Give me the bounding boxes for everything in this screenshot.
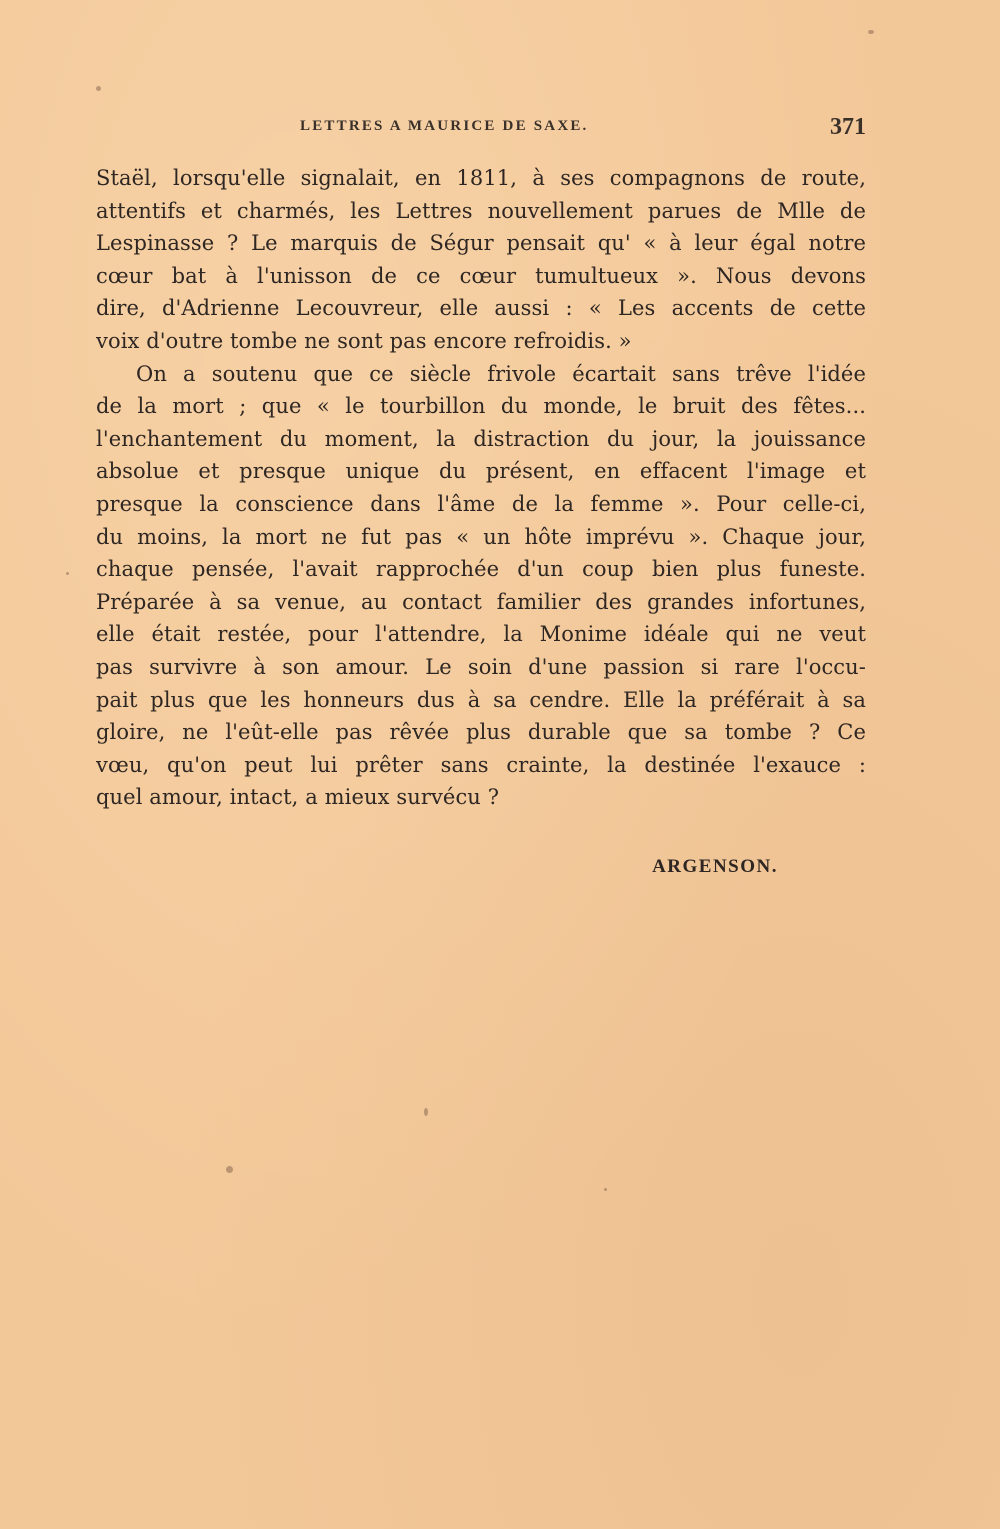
text-line: chaque pensée, l'avait rapprochée d'un coup bien plus funeste. (96, 557, 866, 582)
text-line: du moins, la mort ne fut pas « un hôte imprévu ». Chaque jour, (96, 524, 866, 549)
body-text (96, 162, 866, 814)
signature: ARGENSON. (652, 856, 778, 877)
paper-speck (868, 30, 874, 34)
text-line: gloire, ne l'eût-elle pas rêvée plus durable que sa tombe ? Ce (96, 720, 866, 745)
text-line: pas survivre à son amour. Le soin d'une passion si rare l'occu- (96, 654, 866, 679)
paper-speck (226, 1166, 233, 1173)
text-line: pait plus que les honneurs dus à sa cendre. Elle la préférait à sa (96, 687, 866, 712)
text-line: Préparée à sa venue, au contact familier des grandes infortunes, (96, 589, 866, 614)
text-line: de la mort ; que « le tourbillon du monde, le bruit des fêtes... (96, 394, 866, 419)
text-line: Staël, lorsqu'elle signalait, en 1811, à ses compagnons de route, (96, 166, 866, 190)
paper-speck (604, 1188, 607, 1191)
text-line: attentifs et charmés, les Lettres nouvellement parues de Mlle de (96, 198, 866, 223)
paper-speck (66, 572, 69, 575)
text-line: Lespinasse ? Le marquis de Ségur pensait qu' « à leur égal notre (96, 231, 866, 256)
text-line: l'enchantement du moment, la distraction du jour, la jouissance (96, 426, 866, 451)
page-number: 371 (830, 114, 866, 140)
text-line: voix d'outre tombe ne sont pas encore refroidis. » (96, 328, 632, 353)
text-line: presque la conscience dans l'âme de la femme ». Pour celle-ci, (96, 491, 866, 516)
paper-speck (424, 1108, 428, 1116)
text-line: elle était restée, pour l'attendre, la Monime idéale qui ne veut (96, 622, 866, 647)
text-line: cœur bat à l'unisson de ce cœur tumultueux ». Nous devons (96, 263, 866, 288)
running-title: LETTRES A MAURICE DE SAXE. (300, 118, 589, 134)
text-line: vœu, qu'on peut lui prêter sans crainte, la destinée l'exauce : (96, 752, 866, 777)
text-line: absolue et presque unique du présent, en effacent l'image et (96, 459, 866, 484)
text-line: On a soutenu que ce siècle frivole écartait sans trêve l'idée (136, 361, 866, 386)
text-line: quel amour, intact, a mieux survécu ? (96, 785, 500, 810)
text-line: dire, d'Adrienne Lecouvreur, elle aussi : « Les accents de cette (96, 296, 866, 321)
paper-speck (96, 86, 101, 91)
